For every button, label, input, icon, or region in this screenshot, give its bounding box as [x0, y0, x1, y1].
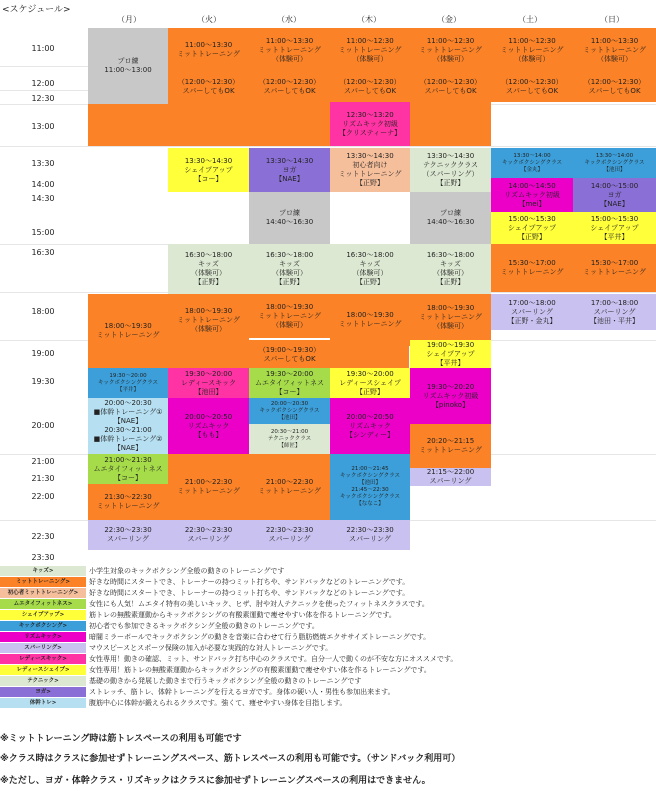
- legend-label: テクニック>: [0, 676, 86, 686]
- legend-description: 好きな時間にスタートでき、トレーナーの持つミット打ちや、サンドバックなどのトレーニングです。: [89, 589, 410, 597]
- class-block: 11:00〜13:30 ミットトレーニング: [168, 28, 249, 72]
- class-block: 11:00〜13:30 ミットトレーニング （体験可）: [249, 28, 330, 72]
- class-block: 20:00〜20:50 リズムキック 【もも】: [168, 398, 249, 454]
- day-header-fri: （金）: [437, 15, 461, 24]
- legend-description: 基礎の動きから発展した動きまで行うキックボクシング全般の動きのトレーニングです: [89, 677, 362, 685]
- class-block: 15:30〜17:00 ミットトレーニング: [491, 244, 573, 292]
- time-label: 22:00: [31, 492, 55, 501]
- time-label: 14:00: [31, 180, 55, 189]
- day-header-sat: （土）: [518, 15, 542, 24]
- time-label: 19:30: [31, 377, 55, 386]
- legend-label: ミットトレーニング>: [0, 577, 86, 587]
- class-block: 16:30〜18:00 キッズ （体験可） 【正野】: [410, 244, 491, 294]
- legend-label: スパーリング>: [0, 643, 86, 653]
- legend-description: 好きな時間にスタートでき、トレーナーの持つミット打ちや、サンドバックなどのトレーニングです。: [89, 578, 410, 586]
- class-block: 13:30〜14:30 テクニッククラス （スパーリング） 【正野】: [410, 148, 491, 192]
- class-block: 19:30〜20:00 ムエタイフィットネス 【コー】: [249, 368, 330, 398]
- time-label: 12:30: [31, 94, 55, 103]
- class-block: 14:00〜15:00 ヨガ 【NAE】: [573, 178, 656, 212]
- legend-description: 暗闇ミラーボールでキックボクシングの動きを音楽に合わせて行う脂肪燃焼エクササイズトレーニングです。: [89, 633, 431, 641]
- class-block: 20:00〜20:50 リズムキック 【シンディー】: [330, 398, 410, 454]
- class-block: 18:00〜19:30 ミットトレーニング （体験可）: [168, 294, 249, 346]
- note-line: ※ただし、ヨガ・体幹クラス・リズキックはクラスに参加せずトレーニングスペースの利用はできません。: [0, 776, 431, 786]
- class-block: 20:00〜20:30 ■体幹トレーニング① 【NAE】 20:30〜21:00 ■体幹トレーニング② 【NAE】: [88, 398, 168, 454]
- class-block: 19:00〜19:30 シェイプアップ 【平井】: [410, 340, 491, 368]
- class-block: （12:00〜12:30） スパーしてもOK: [330, 72, 410, 102]
- time-label: 14:30: [31, 194, 55, 203]
- legend-label: キッズ>: [0, 566, 86, 576]
- note-line: ※クラス時はクラスに参加せずトレーニングスペース、筋トレスペースの利用も可能です。（サンドバック利用可）: [0, 754, 461, 764]
- class-block: 18:00〜19:30 ミットトレーニング: [330, 294, 410, 346]
- legend-label: リズムキック>: [0, 632, 86, 642]
- class-block: 20:30〜21:00 テクニッククラス 【師匠】: [249, 424, 330, 454]
- class-block: 13:30〜14:30 ヨガ 【NAE】: [249, 148, 330, 192]
- class-block: 18:00〜19:30 ミットトレーニング （体験可）: [249, 294, 330, 338]
- class-block: 19:30〜20:00 キックボクシングクラス 【平井】: [88, 368, 168, 398]
- schedule-title: <スケジュール>: [2, 5, 71, 15]
- class-block: プロ練 11:00〜13:00: [88, 28, 168, 104]
- class-block: 20:00〜20:30 キックボクシングクラス 【池田】: [249, 398, 330, 424]
- note-line: ※ミットトレーニング時は筋トレスペースの利用も可能です: [0, 734, 242, 744]
- legend-description: 女性にも人気！ムエタイ特有の美しいキック、ヒザ、肘や対人テクニックを使ったフィットネスクラスです。: [89, 600, 429, 608]
- legend-label: ムエタイフィットネス>: [0, 599, 86, 609]
- class-block: 16:30〜18:00 キッズ （体験可） 【正野】: [249, 244, 330, 294]
- legend-label: キックボクシング>: [0, 621, 86, 631]
- class-block: 16:30〜18:00 キッズ （体験可） 【正野】: [330, 244, 410, 294]
- class-block: プロ練 14:40〜16:30: [249, 192, 330, 244]
- class-block: 19:30〜20:00 レディースキック 【池田】: [168, 368, 249, 398]
- day-header-thu: （木）: [357, 15, 381, 24]
- grid-line: [0, 146, 656, 147]
- legend-label: レディースシェイプ>: [0, 665, 86, 675]
- legend-label: 体幹トレ>: [0, 698, 86, 708]
- class-block: （12:00〜12:30） スパーしてもOK: [249, 72, 330, 102]
- legend-description: 小学生対象のキックボクシング全般の動きのトレーニングです: [89, 567, 285, 575]
- class-block: 22:30〜23:30 スパーリング: [168, 520, 249, 550]
- class-block: （12:00〜12:30） スパーしてもOK: [168, 72, 249, 102]
- day-header-mon: （月）: [117, 15, 141, 24]
- time-label: 16:30: [31, 248, 55, 257]
- time-label: 21:30: [31, 474, 55, 483]
- class-block: 21:30〜22:30 ミットトレーニング: [88, 484, 168, 520]
- class-block: 13:30〜14:30 初心者向け ミットトレーニング 【正野】: [330, 148, 410, 192]
- class-block: 19:30〜20:20 リズムキック初級 【pinoko】: [410, 368, 491, 424]
- class-block: 17:00〜18:00 スパーリング 【池田・平井】: [573, 294, 656, 330]
- time-label: 23:30: [31, 553, 55, 562]
- class-block: 18:00〜19:30 ミットトレーニング: [88, 294, 168, 368]
- legend-label: 初心者ミットトレーニング>: [0, 588, 86, 598]
- class-block: 22:30〜23:30 スパーリング: [88, 520, 168, 550]
- day-header-tue: （火）: [197, 15, 221, 24]
- legend-description: 筋トレの無酸素運動からキックボクシングの有酸素運動で痩せやすい体を作るトレーニングです。: [89, 611, 396, 619]
- time-label: 11:00: [31, 44, 55, 53]
- class-block: 22:30〜23:30 スパーリング: [330, 520, 410, 550]
- time-label: 13:00: [31, 122, 55, 131]
- class-block: 21:00〜22:30 ミットトレーニング: [168, 454, 249, 520]
- time-label: 20:00: [31, 421, 55, 430]
- class-block: 21:00〜21:45 キックボクシングクラス 【池田】 21:45〜22:30 キックボクシングクラス 【ななこ】: [330, 454, 410, 520]
- class-block: 21:00〜22:30 ミットトレーニング: [249, 454, 330, 520]
- class-block: 15:00〜15:30 シェイプアップ 【平井】: [573, 212, 656, 244]
- class-block: プロ練 14:40〜16:30: [410, 192, 491, 244]
- class-block: （19:00〜19:30） スパーしてもOK: [249, 342, 330, 368]
- legend-description: 腹筋中心に体幹が鍛えられるクラスです。強くて、痩せやすい身体を目指します。: [89, 699, 347, 707]
- time-label: 22:30: [31, 532, 55, 541]
- time-label: 15:00: [31, 228, 55, 237]
- class-block: （12:00〜12:30） スパーしてもOK: [491, 72, 573, 102]
- legend-label: シェイプアップ>: [0, 610, 86, 620]
- class-block: 13:30〜14:30 シェイプアップ 【コー】: [168, 148, 249, 192]
- time-label: 21:00: [31, 457, 55, 466]
- class-block: 14:00〜14:50 リズムキック初級 【mei】: [491, 178, 573, 212]
- time-label: 13:30: [31, 159, 55, 168]
- legend-label: レディースキック>: [0, 654, 86, 664]
- time-label: 12:00: [31, 79, 55, 88]
- time-label: 19:00: [31, 349, 55, 358]
- class-block: 16:30〜18:00 キッズ （体験可） 【正野】: [168, 244, 249, 294]
- class-block: 12:30〜13:20 リズムキック初級 【クリスティーナ】: [330, 102, 410, 146]
- class-block: 21:00〜21:30 ムエタイフィットネス 【コー】: [88, 454, 168, 484]
- class-block: 11:00〜13:30 ミットトレーニング （体験可）: [573, 28, 656, 72]
- day-header-sun: （日）: [600, 15, 624, 24]
- class-block: 11:00〜12:30 ミットトレーニング （体験可）: [410, 28, 491, 72]
- class-block: 22:30〜23:30 スパーリング: [249, 520, 330, 550]
- legend-description: 初心者でも参加できるキックボクシング全般の動きのトレーニングです。: [89, 622, 319, 630]
- legend-label: ヨガ>: [0, 687, 86, 697]
- class-block: （12:00〜12:30） スパーしてもOK: [573, 72, 656, 102]
- day-header-wed: （水）: [277, 15, 301, 24]
- class-block: 20:20〜21:15 ミットトレーニング: [410, 424, 491, 468]
- class-block: 11:00〜12:30 ミットトレーニング （体験可）: [330, 28, 410, 72]
- class-block: 15:30〜17:00 ミットトレーニング: [573, 244, 656, 292]
- legend-description: ストレッチ、筋トレ、体幹トレーニングを行えるヨガです。身体の硬い人・男性も参加出来ます。: [89, 688, 395, 696]
- legend-description: 女性専用！動きの確認、ミット、サンドバック打ち中心のクラスです。自分一人で動くのが不安な方にオススメです。: [89, 655, 458, 663]
- legend-description: 女性専用！筋トレの無酸素運動からキックボクシングの有酸素運動で痩せやすい体を作るトレーニングです。: [89, 666, 431, 674]
- class-block: 13:30〜14:00 キックボクシングクラス 【池田】: [573, 148, 656, 178]
- class-block: 18:00〜19:30 ミットトレーニング （体験可）: [410, 294, 491, 340]
- legend-description: マウスピースとスポーツ保険の加入が必要な実践的な対人トレーニングです。: [89, 644, 333, 652]
- class-block: 11:00〜12:30 ミットトレーニング （体験可）: [491, 28, 573, 72]
- class-block: 13:30〜14:00 キックボクシングクラス 【金丸】: [491, 148, 573, 178]
- class-block: 15:00〜15:30 シェイプアップ 【正野】: [491, 212, 573, 244]
- class-block: （12:00〜12:30） スパーしてもOK: [410, 72, 491, 102]
- time-label: 18:00: [31, 307, 55, 316]
- class-block: 19:30〜20:00 レディースシェイプ 【正野】: [330, 368, 410, 398]
- class-block: 17:00〜18:00 スパーリング 【正野・金丸】: [491, 294, 573, 330]
- class-block: 21:15〜22:00 スパーリング: [410, 468, 491, 486]
